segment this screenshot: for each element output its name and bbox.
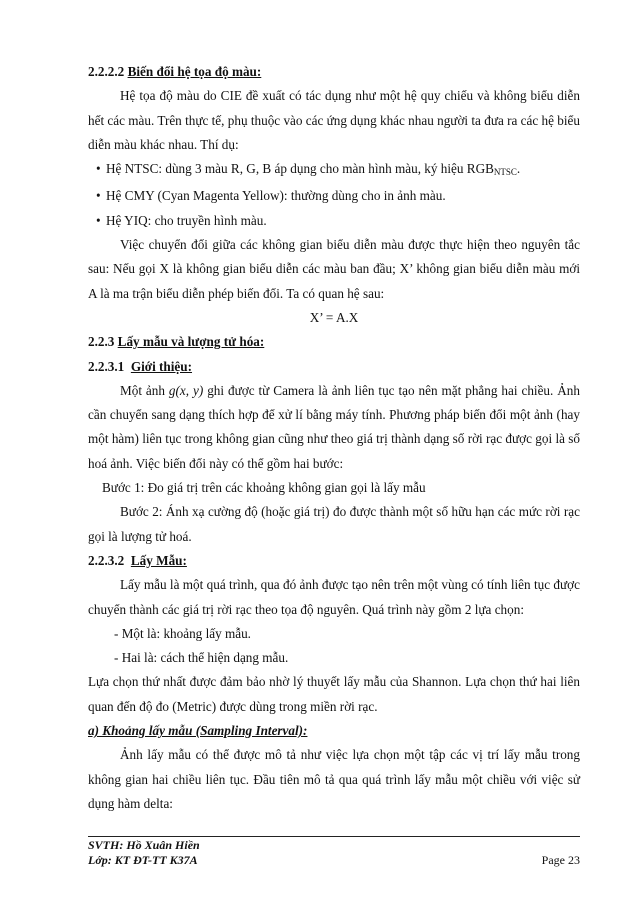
bullet-item: [88, 157, 580, 184]
bullet-tail: .: [516, 161, 521, 177]
step-2: Bước 2: Ánh xạ cường độ (hoặc giá trị) đo được thành một số hữu hạn các mức rời rạc gọi là lượng tử hoá.: [88, 504, 580, 544]
bullet-item: [88, 184, 580, 208]
bullet-text: Hệ NTSC: dùng 3 màu R, G, B áp dụng cho màn hình màu, ký hiệu RGB: [106, 161, 494, 177]
paragraph-text: Một ảnh: [120, 382, 169, 398]
footer-class: Lớp: KT ĐT-TT K37A: [88, 853, 198, 867]
page-number: Page 23: [541, 853, 580, 867]
formula: X’ = A.X: [309, 309, 359, 325]
heading-2-2-3-1: [88, 355, 580, 379]
paragraph: Lấy mẫu là một quá trình, qua đó ảnh được tạo nên trên một vùng có tính liên tục được chuyển thành các giá trị rời rạc theo tọa độ nguyên. Quá trình này gồm 2 lựa chọn:: [88, 577, 580, 617]
footer-divider: [88, 836, 580, 837]
paragraph: Lựa chọn thứ nhất được đảm bảo nhờ lý thuyết lấy mẫu của Shannon. Lựa chọn thứ hai liên quan đến độ đo (Metric) được dùng trong miền rời rạc.: [88, 674, 580, 714]
bullet-icon: •: [96, 212, 101, 228]
paragraph-text: ghi được từ Camera là ảnh liên tục tạo nên mặt phẳng hai chiều. Ảnh cần chuyển sang dạng thích hợp để xử lí bằng máy tính. Phương pháp biến đổi một ảnh (hay một hàm) liên tục trong không gian cũng như theo giá trị thành dạng số rời rạc được gọi là số hoá ảnh. Việc biến đổi này có thể gồm hai bước:: [88, 382, 580, 471]
heading-2-2-2-2: [88, 60, 580, 84]
heading-title: Lấy Mẫu:: [130, 552, 187, 568]
dash-item: - Một là: khoảng lấy mẫu.: [114, 625, 251, 641]
heading-2-2-3-2: [88, 549, 580, 573]
heading-number: 2.2.3.2: [88, 552, 125, 568]
function-symbol: g(x, y): [168, 382, 204, 398]
heading-number: 2.2.3.1: [88, 358, 125, 374]
step-1: Bước 1: Đo giá trị trên các khoảng không gian gọi là lấy mẫu: [102, 480, 426, 496]
heading-a: a) Khoảng lấy mẫu (Sampling Interval):: [88, 723, 308, 739]
heading-number: 2.2.2.2: [88, 64, 125, 79]
heading-title: Biến đổi hệ tọa độ màu:: [127, 64, 262, 79]
paragraph: Hệ tọa độ màu do CIE đề xuất có tác dụng như một hệ quy chiếu và không biểu diễn hết các màu. Trên thực tế, phụ thuộc vào các ứng dụng khác nhau người ta đưa ra các hệ biểu diễn màu khác nhau. Thí dụ:: [88, 88, 580, 152]
bullet-text: Hệ YIQ: cho truyền hình màu.: [106, 212, 267, 228]
heading-title: Lấy mẫu và lượng tử hóa:: [117, 334, 265, 350]
bullet-text: Hệ CMY (Cyan Magenta Yellow): thường dùng cho in ảnh màu.: [106, 188, 446, 204]
footer-author: SVTH: Hồ Xuân Hiền: [88, 838, 200, 852]
paragraph: Việc chuyển đổi giữa các không gian biểu diễn màu được thực hiện theo nguyên tắc sau: Nếu gọi X là không gian biểu diễn các màu ban đầu; X’ không gian biểu diễn màu mới A là ma trận biểu diễn phép biến đổi. Ta có quan hệ sau:: [88, 237, 580, 301]
heading-title: Giới thiệu:: [130, 358, 193, 374]
heading-2-2-3: [88, 330, 580, 354]
page-footer: [88, 838, 580, 868]
paragraph: Ảnh lấy mẫu có thể được mô tả như việc lựa chọn một tập các vị trí lấy mẫu trong không gian hai chiều liên tục. Đầu tiên mô tả qua quá trình lấy mẫu một chiều với việc sử dụng hàm delta:: [88, 747, 580, 811]
page-content: [88, 60, 580, 816]
bullet-item: [88, 209, 580, 233]
bullet-icon: •: [96, 188, 101, 204]
bullet-subscript: NTSC: [493, 167, 517, 178]
bullet-icon: •: [96, 161, 101, 177]
paragraph: [88, 379, 580, 476]
heading-number: 2.2.3: [88, 334, 115, 350]
dash-item: - Hai là: cách thể hiện dạng mẫu.: [114, 650, 289, 666]
